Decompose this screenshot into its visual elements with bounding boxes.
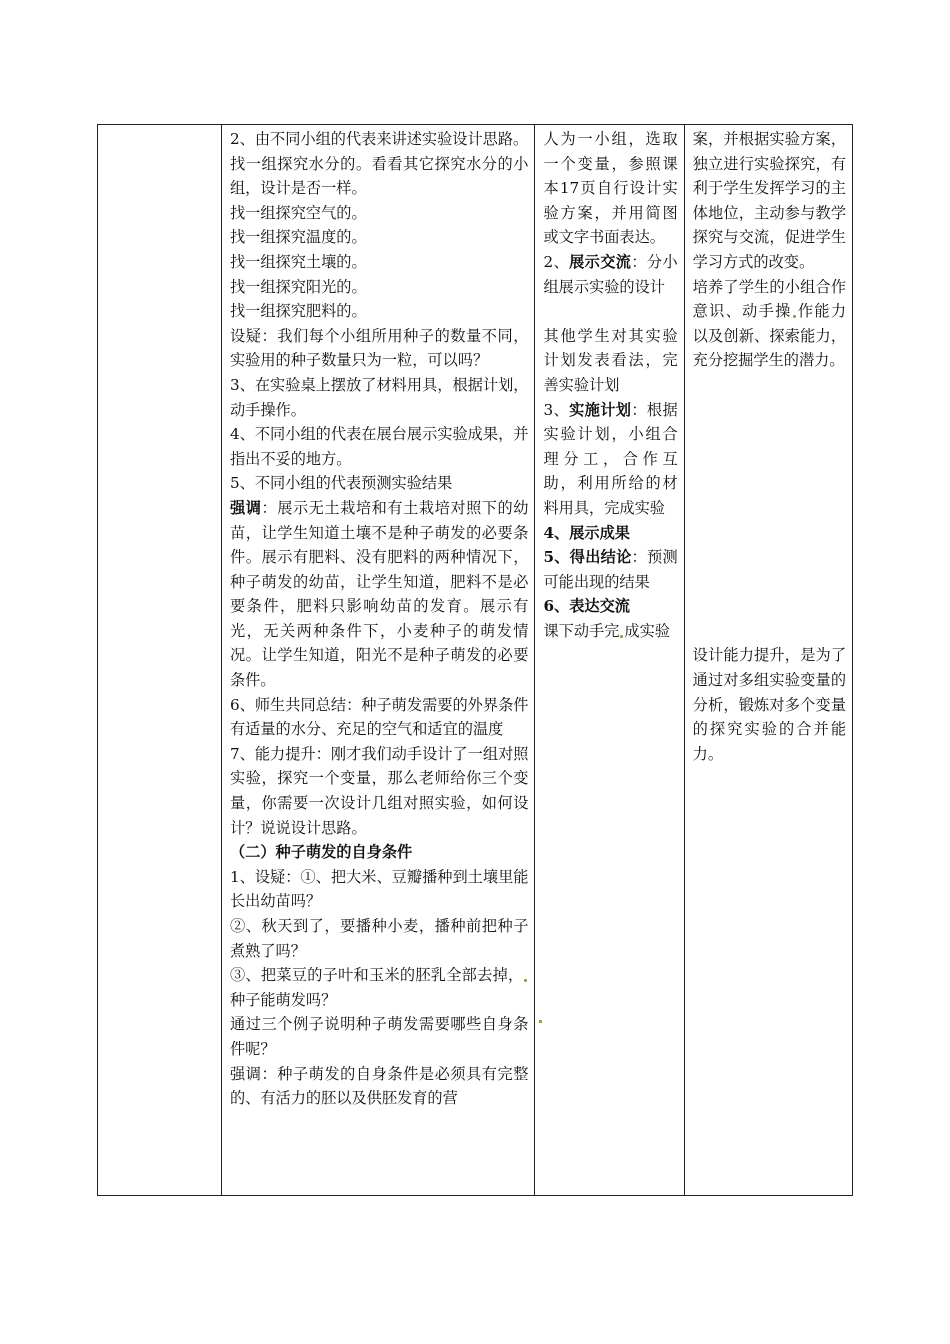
spacer (693, 373, 846, 398)
student-activity-cell (535, 125, 684, 1196)
mark-dot (620, 635, 623, 638)
step-4-text: 4、不同小组的代表在展台展示实验成果，并指出不妥的地方。 (229, 425, 529, 468)
question-3-part-a: ③、把菜豆的子叶和玉米的胚乳全部去掉， (229, 966, 524, 985)
air-group-text: 找一组探究空气的。 (229, 203, 367, 222)
step-label: 5、得出结论 (543, 548, 632, 567)
spacer (693, 545, 846, 570)
spacer (693, 398, 846, 423)
homework-part-a: 课下动手完 (543, 621, 620, 640)
emphasis-text: ：展示无土栽培和有土栽培对照下的幼苗，让学生知道土壤不是种子萌发的必要条件。展示有肥料、没有肥料的两种情况下，种子萌发的幼苗，让学生知道，肥料不是必要条件，肥料只影响幼苗的发育。展示有光，无关两种条件下，小麦种子的萌发情况。让学生知道，阳光不是种子萌发的必要条件。 (229, 498, 529, 690)
step-implement-plan (543, 398, 677, 521)
question-2-text: ②、秋天到了，要播种小麦，播种前把种子煮熟了吗？ (229, 917, 529, 960)
section-cell (98, 125, 222, 1196)
step-2-text: 2、由不同小组的代表来讲述实验设计思路。 (229, 130, 529, 148)
step-number: 2、 (543, 252, 570, 271)
sunlight-group-text: 找一组探究阳光的。 (229, 277, 367, 296)
mark-dot (539, 1020, 542, 1023)
emphasis-paragraph (230, 496, 528, 693)
step-6-text: 6、师生共同总结：种子萌发需要的外界条件有适量的水分、充足的空气和适宜的温度 (229, 695, 529, 739)
step-express-exchange: 6、表达交流 (543, 597, 630, 616)
teacher-activity-cell (221, 125, 534, 1196)
intent-2-part-a: 培养了学生的小组合作意识、动手操 (692, 277, 846, 321)
step-conclusion (543, 545, 677, 594)
intent-paragraph-1: 案，并根据实验方案，独立进行实验探究，有利于学生发挥学习的主体地位，主动参与教学探究与交流，促进学生学习方式的改变。 (692, 130, 846, 271)
spacer (693, 471, 846, 496)
water-group-text: 找一组探究水分的。看看其它探究水分的小组，设计是否一样。 (229, 154, 529, 198)
mark-dot (524, 979, 527, 982)
question-seed-count: 设疑：我们每个小组所用种子的数量不同，实验用的种子数量只为一粒，可以吗？ (229, 326, 529, 370)
step-3-text: 3、在实验桌上摆放了材料用具，根据计划，动手操作。 (229, 375, 529, 419)
homework-text (543, 619, 677, 644)
fertilizer-group-text: 找一组探究肥料的。 (229, 302, 367, 321)
spacer (693, 521, 846, 546)
soil-group-text: 找一组探究土壤的。 (229, 252, 367, 271)
intent-paragraph-3: 设计能力提升，是为了通过对多组实验变量的分析，锻炼对多个变量的探究实验的合并能力。 (692, 646, 846, 763)
spacer (693, 594, 846, 619)
step-text: ：分小组展示实验的设计 (543, 252, 678, 296)
table-row (98, 125, 853, 1196)
peer-review-text: 其他学生对其实验计划发表看法，完善实验计划 (543, 326, 678, 394)
mark-dot (793, 315, 796, 318)
spacer (693, 570, 846, 595)
step-text: ：预测可能出现的结果 (543, 548, 678, 591)
self-condition-question: 通过三个例子说明种子萌发需要哪些自身条件呢？ (229, 1015, 529, 1058)
step-number: 3、 (543, 400, 570, 419)
group-task-text: 人为一小组，选取一个变量，参照课本17页自行设计实验方案，并用简图或文字书面表达。 (543, 130, 678, 247)
step-7-text: 7、能力提升：刚才我们动手设计了一组对照实验，探究一个变量，那么老师给你三个变量，你需要一次设计几组对照实验，如何设计？说说设计思路。 (229, 744, 529, 837)
homework-part-b: 成实验 (624, 621, 670, 640)
intent-paragraph-2 (693, 275, 846, 373)
step-show-results: 4、展示成果 (543, 523, 630, 542)
spacer (693, 422, 846, 447)
step-show-exchange (543, 250, 677, 299)
spacer (693, 496, 846, 521)
step-text: ：根据实验计划，小组合理分工，合作互助，利用所给的材料用具，完成实验 (543, 400, 678, 517)
spacer (543, 299, 677, 324)
intent-2-part-b: 作能力以及创新、探索能力，充分挖掘学生的潜力。 (692, 302, 846, 370)
section-heading: （二）种子萌发的自身条件 (229, 843, 413, 862)
question-3-part-b: 种子能萌发吗？ (229, 990, 337, 1009)
step-label: 实施计划 (569, 400, 632, 419)
question-1-text: 1、设疑：①、把大米、豆瓣播种到土壤里能长出幼苗吗？ (229, 867, 529, 911)
step-label: 展示交流 (569, 252, 632, 271)
design-intent-cell (684, 125, 852, 1196)
question-3-text (230, 963, 528, 1012)
spacer (693, 619, 846, 644)
lesson-plan-table (97, 124, 853, 1196)
emphasis-label: 强调 (229, 498, 262, 517)
emphasis-self-condition: 强调：种子萌发的自身条件是必须具有完整的、有活力的胚以及供胚发育的营 (229, 1064, 529, 1108)
temperature-group-text: 找一组探究温度的。 (229, 228, 367, 247)
step-5-text: 5、不同小组的代表预测实验结果 (229, 474, 453, 493)
spacer (693, 447, 846, 472)
